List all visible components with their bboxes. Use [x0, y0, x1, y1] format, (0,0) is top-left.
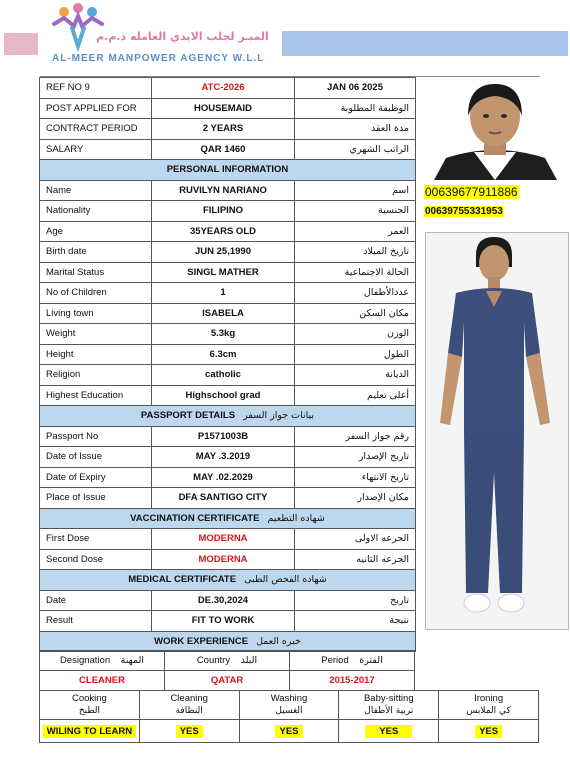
- job-info-arabic-label: الراتب الشهري: [295, 139, 416, 160]
- passport-arabic-label: تاريخ الانتهاء: [295, 467, 416, 488]
- personal-info-label: Religion: [40, 365, 152, 386]
- work-country: QATAR: [165, 671, 290, 691]
- passport-value: MAY .02.2029: [152, 467, 295, 488]
- work-experience-table: [39, 650, 415, 691]
- passport-details-header: [40, 406, 416, 427]
- work-designation: CLEANER: [40, 671, 165, 691]
- skill-cooking-value: WILING TO LEARN: [40, 720, 140, 743]
- personal-info-value: SINGL MATHER: [152, 262, 295, 283]
- personal-info-row: [40, 180, 416, 201]
- full-body-photo: [425, 232, 569, 630]
- job-info-arabic-label: مدة العقد: [295, 119, 416, 140]
- people-logo-icon: [48, 2, 108, 52]
- personal-info-row: [40, 344, 416, 365]
- phone-number-2: 00639755331953: [425, 206, 503, 217]
- passport-arabic-label: مكان الإصدار: [295, 488, 416, 509]
- vaccination-label: Second Dose: [40, 549, 152, 570]
- skill-babysitting: Baby-sitting تربية الأطفال: [339, 691, 439, 720]
- work-experience-header-title: [40, 631, 416, 652]
- medical-value: DE.30,2024: [152, 590, 295, 611]
- cv-table: [39, 77, 416, 652]
- personal-info-arabic-label: تاريخ الميلاد: [295, 242, 416, 263]
- medical-value: FIT TO WORK: [152, 611, 295, 632]
- vaccination-header-title-ar: شهاده التطعيم: [267, 512, 325, 524]
- work-value-row: [40, 671, 415, 691]
- personal-info-value: Highschool grad: [152, 385, 295, 406]
- job-info-arabic-label: الوظيفة المطلوبة: [295, 98, 416, 119]
- headshot-photo: [424, 80, 567, 180]
- personal-info-arabic-label: الوزن: [295, 324, 416, 345]
- skill-cooking: Cooking الطبخ: [40, 691, 140, 720]
- personal-info-row: [40, 283, 416, 304]
- work-experience-header-title-en: WORK EXPERIENCE: [154, 635, 249, 647]
- work-header-row: [40, 651, 415, 671]
- passport-label: Passport No: [40, 426, 152, 447]
- passport-arabic-label: رقم جواز السفر: [295, 426, 416, 447]
- vaccination-header-title-en: VACCINATION CERTIFICATE: [130, 512, 260, 524]
- medical-header: [40, 570, 416, 591]
- personal-info-row: [40, 303, 416, 324]
- passport-value: DFA SANTIGO CITY: [152, 488, 295, 509]
- skills-table: [39, 690, 539, 743]
- passport-label: Place of Issue: [40, 488, 152, 509]
- personal-info-row: [40, 324, 416, 345]
- skills-header-row: [40, 691, 539, 720]
- medical-label: Date: [40, 590, 152, 611]
- vaccination-label: First Dose: [40, 529, 152, 550]
- passport-row: [40, 426, 416, 447]
- logo-text-arabic: الميـر لجلب الايدي العامله ذ.م.م: [96, 30, 269, 43]
- job-info-row: [40, 78, 416, 99]
- medical-header-title: [40, 570, 416, 591]
- vaccination-value: MODERNA: [152, 529, 295, 550]
- contact-phones: [424, 183, 524, 219]
- vaccination-arabic-label: الجرعه الاولى: [295, 529, 416, 550]
- skill-cleaning: Cleaning النظافة: [139, 691, 239, 720]
- personal-info-row: [40, 385, 416, 406]
- vaccination-value: MODERNA: [152, 549, 295, 570]
- passport-details-header-title-ar: بيانات جواز السفر: [243, 410, 315, 422]
- personal-info-arabic-label: اسم: [295, 180, 416, 201]
- passport-details-header-title: [40, 406, 416, 427]
- phone-number-1: 00639677911886: [425, 185, 518, 199]
- personal-info-arabic-label: العمر: [295, 221, 416, 242]
- personal-info-arabic-label: عددالأطفال: [295, 283, 416, 304]
- passport-label: Date of Expiry: [40, 467, 152, 488]
- logo-text-english: AL-MEER MANPOWER AGENCY W.L.L: [52, 53, 265, 64]
- passport-details-header-title-en: PASSPORT DETAILS: [140, 410, 236, 422]
- passport-value: P1571003B: [152, 426, 295, 447]
- personal-info-arabic-label: أعلى تعليم: [295, 385, 416, 406]
- passport-row: [40, 467, 416, 488]
- vaccination-header: [40, 508, 416, 529]
- passport-row: [40, 447, 416, 468]
- medical-header-title-en: MEDICAL CERTIFICATE: [128, 574, 237, 586]
- passport-row: [40, 488, 416, 509]
- personal-info-row: [40, 262, 416, 283]
- personal-info-arabic-label: مكان السكن: [295, 303, 416, 324]
- medical-row: [40, 611, 416, 632]
- personal-info-label: Birth date: [40, 242, 152, 263]
- passport-arabic-label: تاريخ الإصدار: [295, 447, 416, 468]
- work-experience-header: [40, 631, 416, 652]
- skill-ironing: Ironing كي الملابس: [439, 691, 539, 720]
- header-blue-bar: [282, 31, 568, 56]
- personal-information-header-title: [40, 160, 416, 181]
- skill-washing: Washing الغسيل: [239, 691, 339, 720]
- medical-arabic-label: نتيجة: [295, 611, 416, 632]
- personal-information-header-title-en: PERSONAL INFORMATION: [166, 164, 289, 176]
- personal-info-value: 35YEARS OLD: [152, 221, 295, 242]
- personal-info-value: 6.3cm: [152, 344, 295, 365]
- vaccination-header-title: [40, 508, 416, 529]
- personal-info-row: [40, 242, 416, 263]
- job-info-row: [40, 98, 416, 119]
- medical-arabic-label: تاريخ: [295, 590, 416, 611]
- work-experience-header-title-ar: خبره العمل: [256, 635, 301, 647]
- job-info-label: POST APPLIED FOR: [40, 98, 152, 119]
- work-period: 2015-2017: [290, 671, 415, 691]
- job-info-value: 2 YEARS: [152, 119, 295, 140]
- job-info-label: SALARY: [40, 139, 152, 160]
- personal-info-value: catholic: [152, 365, 295, 386]
- personal-info-label: Height: [40, 344, 152, 365]
- job-info-arabic-label: JAN 06 2025: [295, 78, 416, 99]
- personal-info-arabic-label: الديانة: [295, 365, 416, 386]
- work-col-designation: Designation المهنة: [40, 651, 165, 671]
- job-info-value: HOUSEMAID: [152, 98, 295, 119]
- job-info-row: [40, 139, 416, 160]
- medical-label: Result: [40, 611, 152, 632]
- job-info-value: ATC-2026: [152, 78, 295, 99]
- personal-info-arabic-label: الحالة الاجتماعية: [295, 262, 416, 283]
- personal-info-arabic-label: الجنسية: [295, 201, 416, 222]
- vaccination-row: [40, 529, 416, 550]
- skills-value-row: [40, 720, 539, 743]
- personal-info-label: Name: [40, 180, 152, 201]
- personal-info-label: Living town: [40, 303, 152, 324]
- personal-info-value: RUVILYN NARIANO: [152, 180, 295, 201]
- personal-info-value: 1: [152, 283, 295, 304]
- job-info-value: QAR 1460: [152, 139, 295, 160]
- header-pink-bar: [4, 33, 38, 55]
- passport-value: MAY .3.2019: [152, 447, 295, 468]
- skill-babysitting-value: YES: [339, 720, 439, 743]
- personal-info-arabic-label: الطول: [295, 344, 416, 365]
- personal-info-label: Marital Status: [40, 262, 152, 283]
- personal-info-value: 5.3kg: [152, 324, 295, 345]
- vaccination-arabic-label: الجرعه الثانيه: [295, 549, 416, 570]
- skill-cleaning-value: YES: [139, 720, 239, 743]
- personal-info-label: Age: [40, 221, 152, 242]
- personal-information-header: [40, 160, 416, 181]
- work-col-country: Country البلد: [165, 651, 290, 671]
- personal-info-row: [40, 221, 416, 242]
- skill-ironing-value: YES: [439, 720, 539, 743]
- medical-header-title-ar: شهاده الفحص الطبى: [244, 574, 327, 586]
- personal-info-label: Highest Education: [40, 385, 152, 406]
- personal-info-row: [40, 201, 416, 222]
- skill-washing-value: YES: [239, 720, 339, 743]
- medical-row: [40, 590, 416, 611]
- passport-label: Date of Issue: [40, 447, 152, 468]
- job-info-row: [40, 119, 416, 140]
- personal-info-label: Nationality: [40, 201, 152, 222]
- personal-info-label: Weight: [40, 324, 152, 345]
- job-info-label: REF NO 9: [40, 78, 152, 99]
- vaccination-row: [40, 549, 416, 570]
- personal-info-row: [40, 365, 416, 386]
- job-info-label: CONTRACT PERIOD: [40, 119, 152, 140]
- personal-info-label: No of Children: [40, 283, 152, 304]
- personal-info-value: FILIPINO: [152, 201, 295, 222]
- personal-info-value: JUN 25,1990: [152, 242, 295, 263]
- work-col-period: Period الفترة: [290, 651, 415, 671]
- personal-info-value: ISABELA: [152, 303, 295, 324]
